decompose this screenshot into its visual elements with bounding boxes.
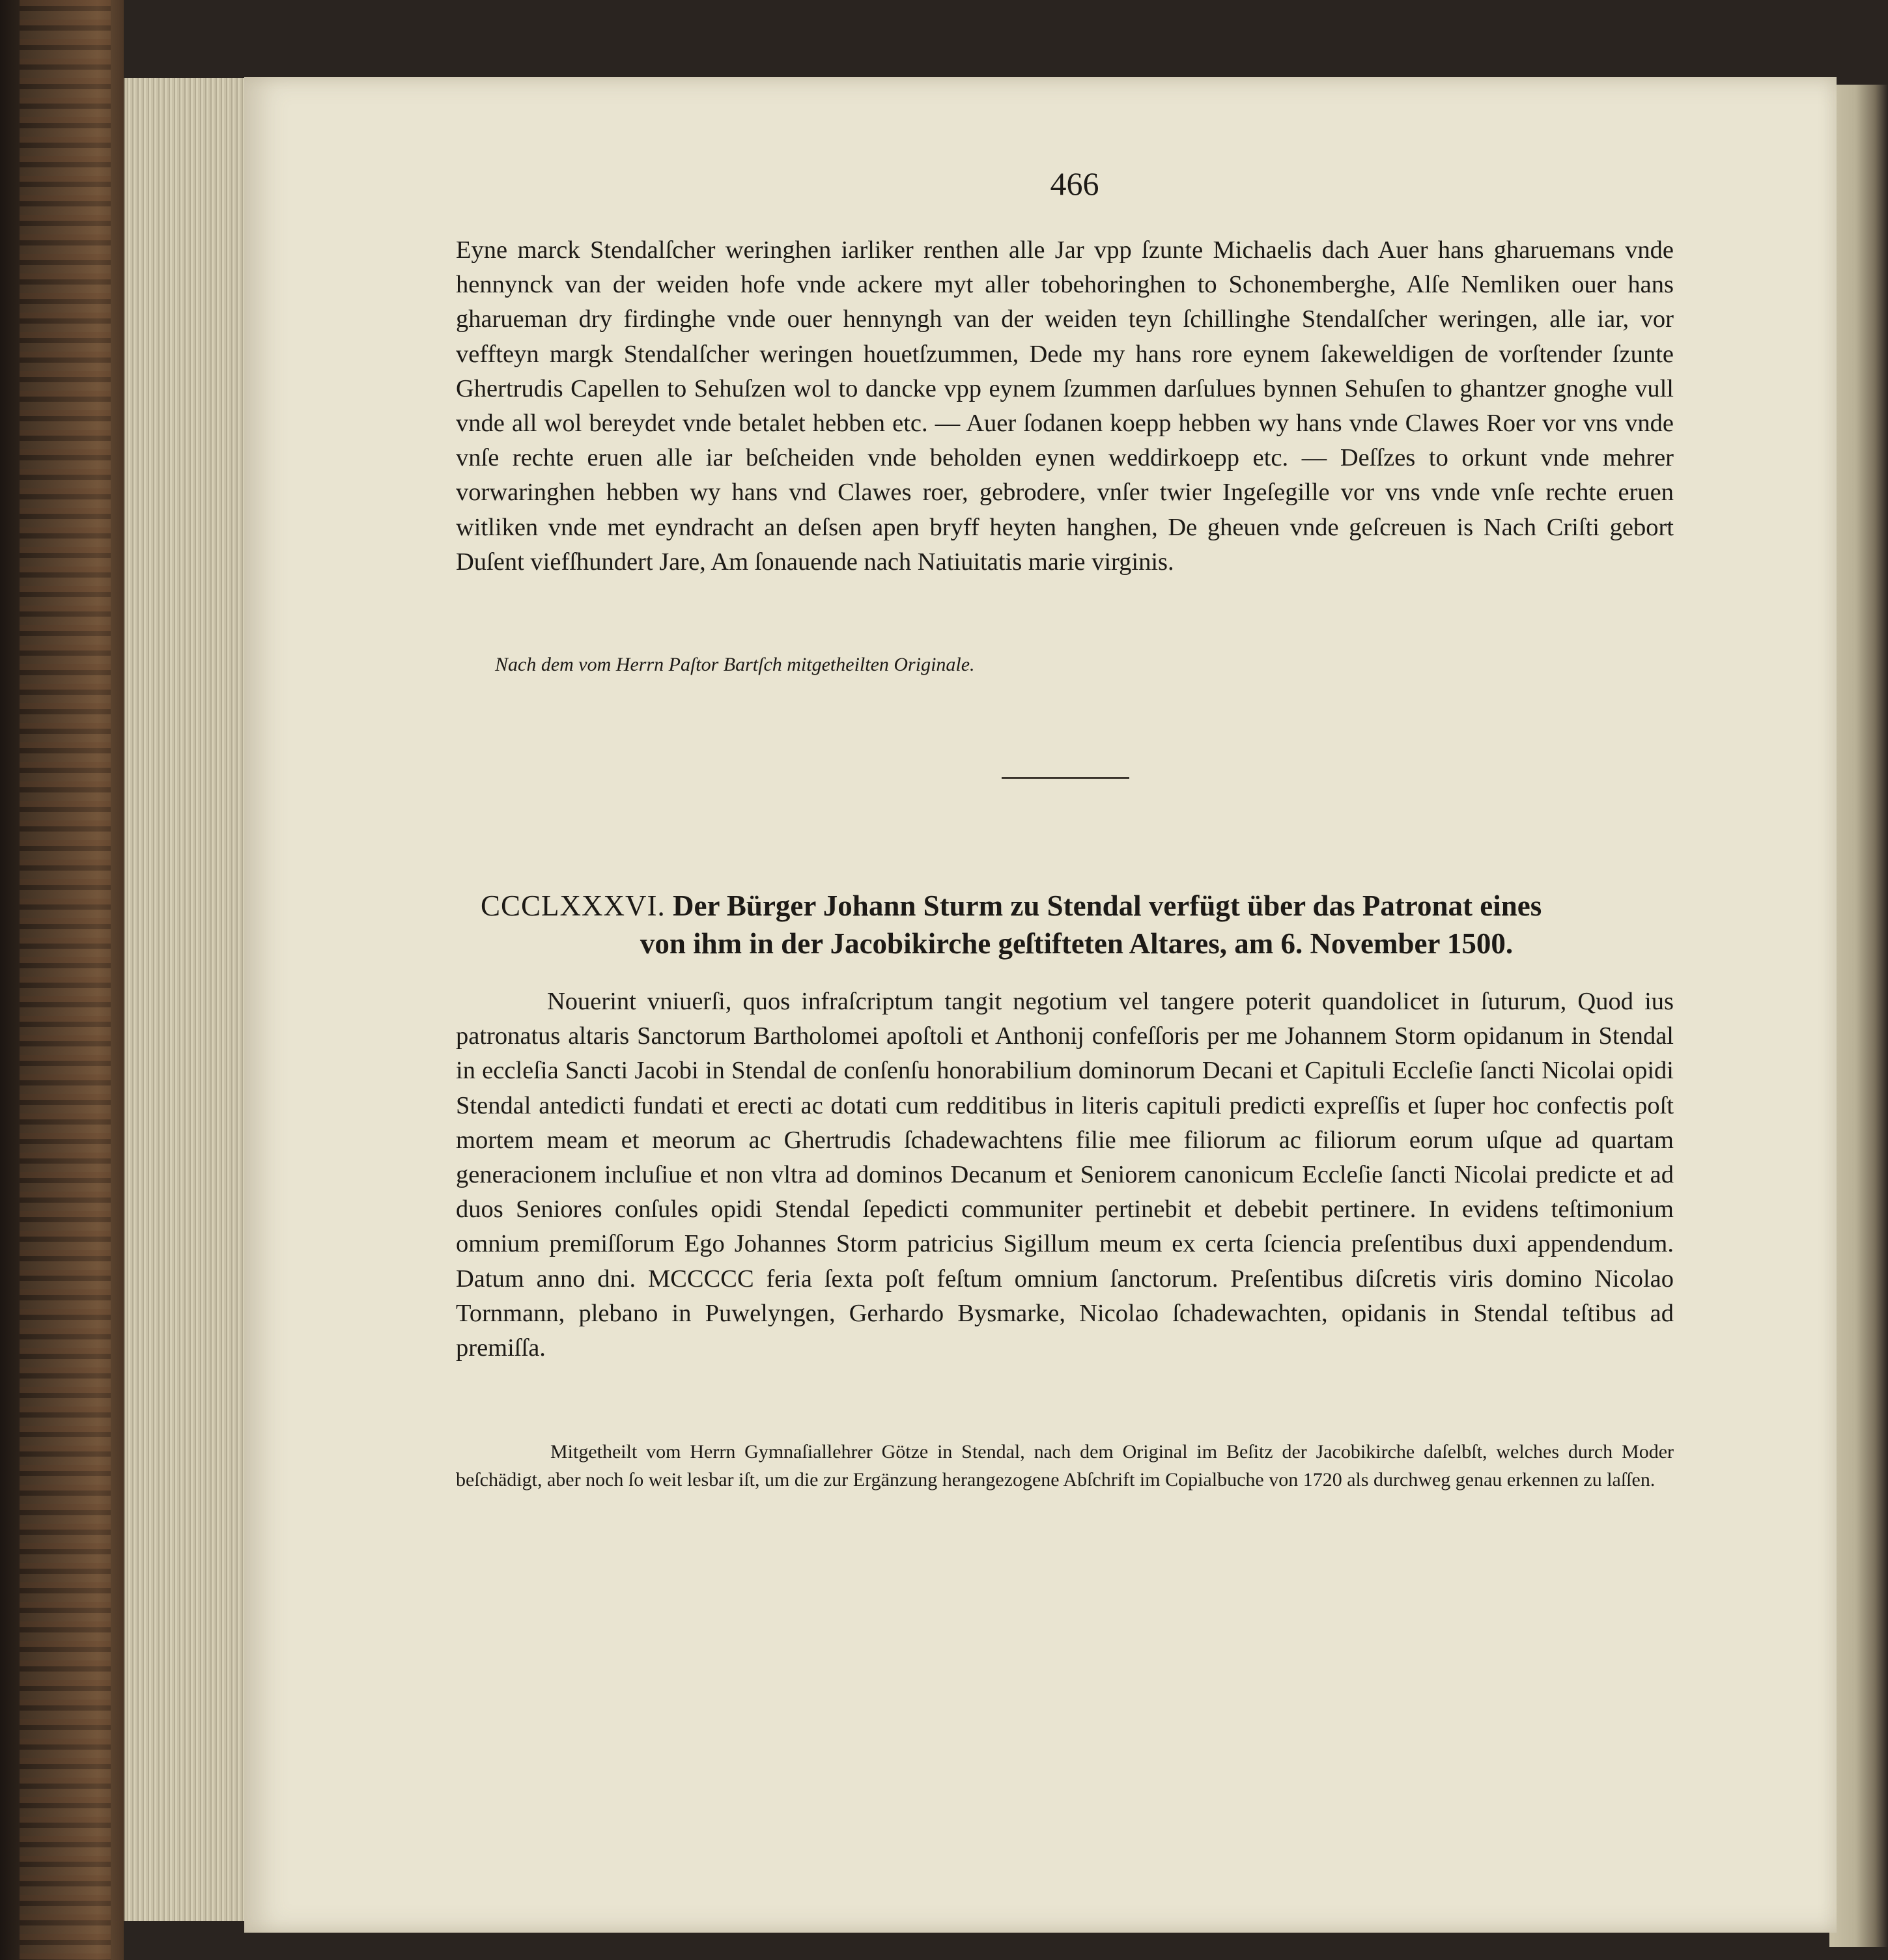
right-page-edge bbox=[1829, 85, 1888, 1947]
top-source-note: Nach dem vom Herrn Paſtor Bartſch mitgetheilten Originale. bbox=[495, 654, 975, 675]
bottom-paragraph bbox=[456, 985, 1674, 1434]
heading-numeral: CCCLXXXVI. bbox=[481, 889, 666, 922]
book-binding bbox=[0, 0, 124, 1960]
page-number: 466 bbox=[1050, 165, 1099, 202]
document-heading bbox=[481, 887, 1672, 962]
page-stack-edge bbox=[124, 78, 249, 1921]
bottom-footnote bbox=[456, 1438, 1674, 1494]
bottom-paragraph-text: Nouerint vniuerſi, quos infraſcriptum tangit negotium vel tangere poterit quandolicet in ſuturum, Quod ius patronatus altaris Sanctorum Bartholomei apoſtoli et Anthonij confeſſoris per me Johannem Storm opidanum in Stendal in eccleſia Sancti Jacobi in Stendal de conſenſu honorabilium dominorum Decani et Capituli Eccleſie ſancti Nicolai opidi Stendal antedicti fundati et erecti ac dotati cum redditibus in literis capituli predicti expreſſis et ſuper hoc confectis poſt mortem meam et meorum ac Ghertrudis ſchadewachtens filie mee filiorum ac filiorum eorum uſque ad quartam generacionem incluſiue et non vltra ad dominos Decanum et Seniorem canonicum Eccleſie ſancti Nicolai predicte et ad duos Seniores conſules opidi Stendal ſepedicti communiter pertinebit et debebit pertinere. In evidens teſtimonium omnium premiſſorum Ego Johannes Storm patricius Sigillum meum ex certa ſciencia preſentibus duxi appendendum. Datum anno dni. MCCCCC feria ſexta poſt feſtum omnium ſanctorum. Preſentibus diſcretis viris domino Nicolao Tornmann, plebano in Puwelyngen, Gerhardo Bysmarke, Nicolao ſchadewachten, opidanis in Stendal teſtibus ad premiſſa. bbox=[456, 988, 1674, 1362]
section-divider-rule bbox=[1002, 777, 1129, 779]
heading-line-1: Der Bürger Johann Sturm zu Stendal verfügt über das Patronat eines bbox=[673, 889, 1542, 922]
top-paragraph: Eyne marck Stendalſcher weringhen iarliker renthen alle Jar vpp ſzunte Michaelis dach Auer hans gharuemans vnde hennynck van der weiden hofe vnde ackere myt aller tobehoringhen to Schonemberghe, Alſe Nemliken ouer hans gharueman dry firdinghe vnde ouer hennyngh van der weiden teyn ſchillinghe Stendalſcher weringen, alle iar, vor veffteyn margk Stendalſcher weringen houetſzummen, Dede my hans rore eynem ſakeweldigen de vorſtender ſzunte Ghertrudis Capellen to Sehuſzen wol to dancke vpp eynem ſzummen darſulues bynnen Sehuſen to ghantzer gnoghe vull vnde all wol bereydet vnde betalet hebben etc. — Auer ſodanen koepp hebben wy hans vnde Clawes Roer vor vns vnde vnſe rechte eruen alle iar beſcheiden vnde beholden eynen weddirkoepp etc. — Deſſzes to orkunt vnde mehrer vorwaringhen hebben wy hans vnd Clawes roer, gebrodere, vnſer twier Ingeſegille vor vns vnde vnſe rechte eruen witliken vnde met eyndracht an deſsen apen bryff heyten hanghen, De gheuen vnde geſcreuen is Nach Criſti gebort Duſent viefſhundert Jare, Am ſonauende nach Natiuitatis marie virginis. bbox=[456, 236, 1674, 576]
heading-line-2: von ihm in der Jacobikirche geſtifteten Altares, am 6. November 1500. bbox=[640, 927, 1514, 960]
bottom-footnote-text: Mitgetheilt vom Herrn Gymnaſiallehrer Götze in Stendal, nach dem Original im Beſitz der Jacobikirche daſelbſt, welches durch Moder beſchädigt, aber noch ſo weit lesbar iſt, um die zur Ergänzung herangezogene Abſchrift im Copialbuche von 1720 als durchweg genau erkennen zu laſſen. bbox=[456, 1441, 1674, 1491]
